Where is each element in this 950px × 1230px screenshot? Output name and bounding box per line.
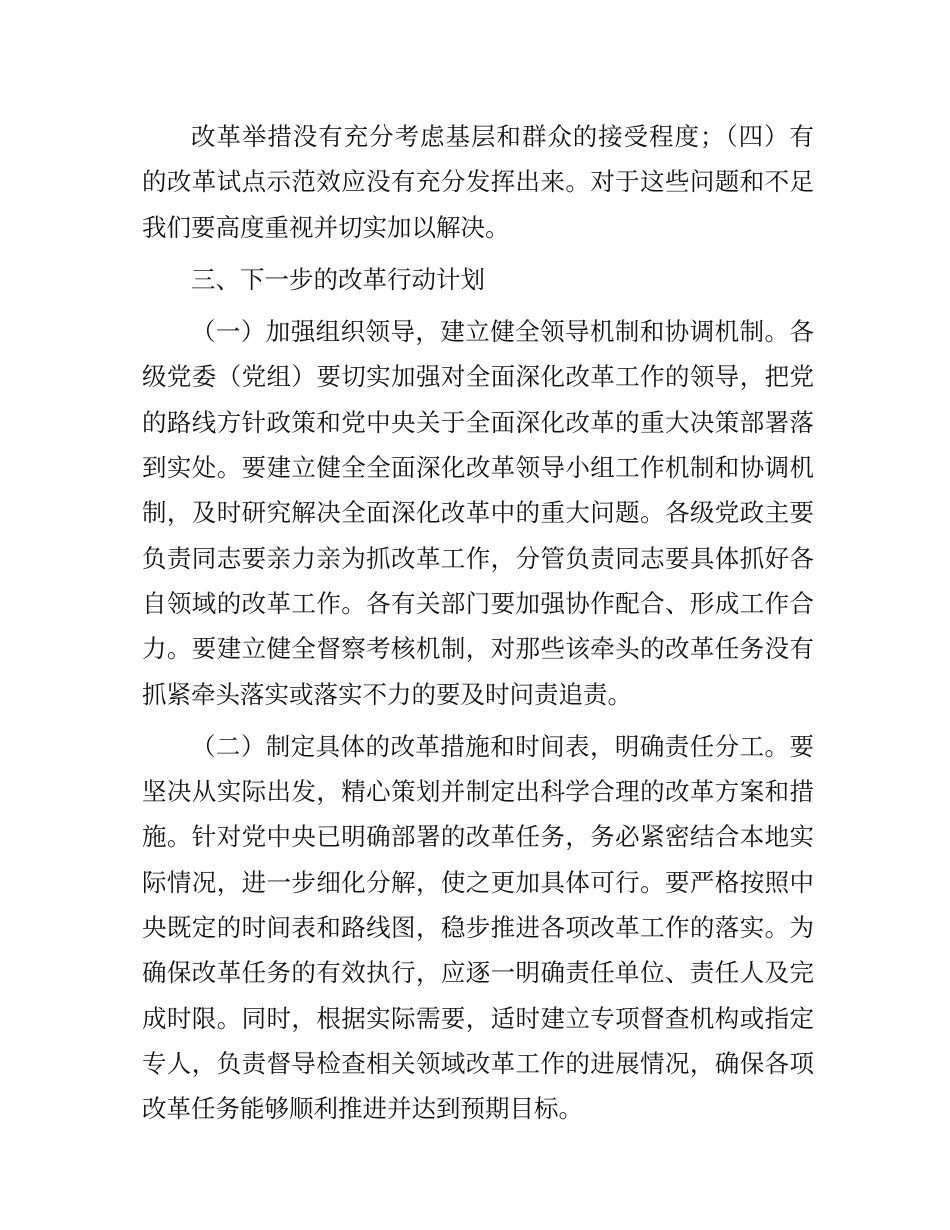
paragraph-item-2: （二）制定具体的改革措施和时间表，明确责任分工。要坚决从实际出发，精心策划并制定出科学合理的改革方案和措施。针对党中央已明确部署的改革任务，务必紧密结合本地实际情况，进一步细化分解，使之更加具体可行。要严格按照中央既定的时间表和路线图，稳步推进各项改革工作的落实。为确保改革任务的有效执行，应逐一明确责任单位、责任人及完成时限。同时，根据实际需要，适时建立专项督查机构或指定专人，负责督导检查相关领域改革工作的进展情况，确保各项改革任务能够顺利推进并达到预期目标。 [142,731,814,1124]
paragraph-continuation: 改革举措没有充分考虑基层和群众的接受程度；（四）有的改革试点示范效应没有充分发挥出来。对于这些问题和不足我们要高度重视并切实加以解决。 [142,122,814,242]
paragraph-item-1: （一）加强组织领导，建立健全领导机制和协调机制。各级党委（党组）要切实加强对全面深化改革工作的领导，把党的路线方针政策和党中央关于全面深化改革的重大决策部署落到实处。要建立健全全面深化改革领导小组工作机制和协调机制，及时研究解决全面深化改革中的重大问题。各级党政主要负责同志要亲力亲为抓改革工作，分管负责同志要具体抓好各自领域的改革工作。各有关部门要加强协作配合、形成工作合力。要建立健全督察考核机制，对那些该牵头的改革任务没有抓紧牵头落实或落实不力的要及时问责追责。 [142,317,814,709]
section-heading: 三、下一步的改革行动计划 [191,264,485,294]
document-body [142,114,814,1139]
